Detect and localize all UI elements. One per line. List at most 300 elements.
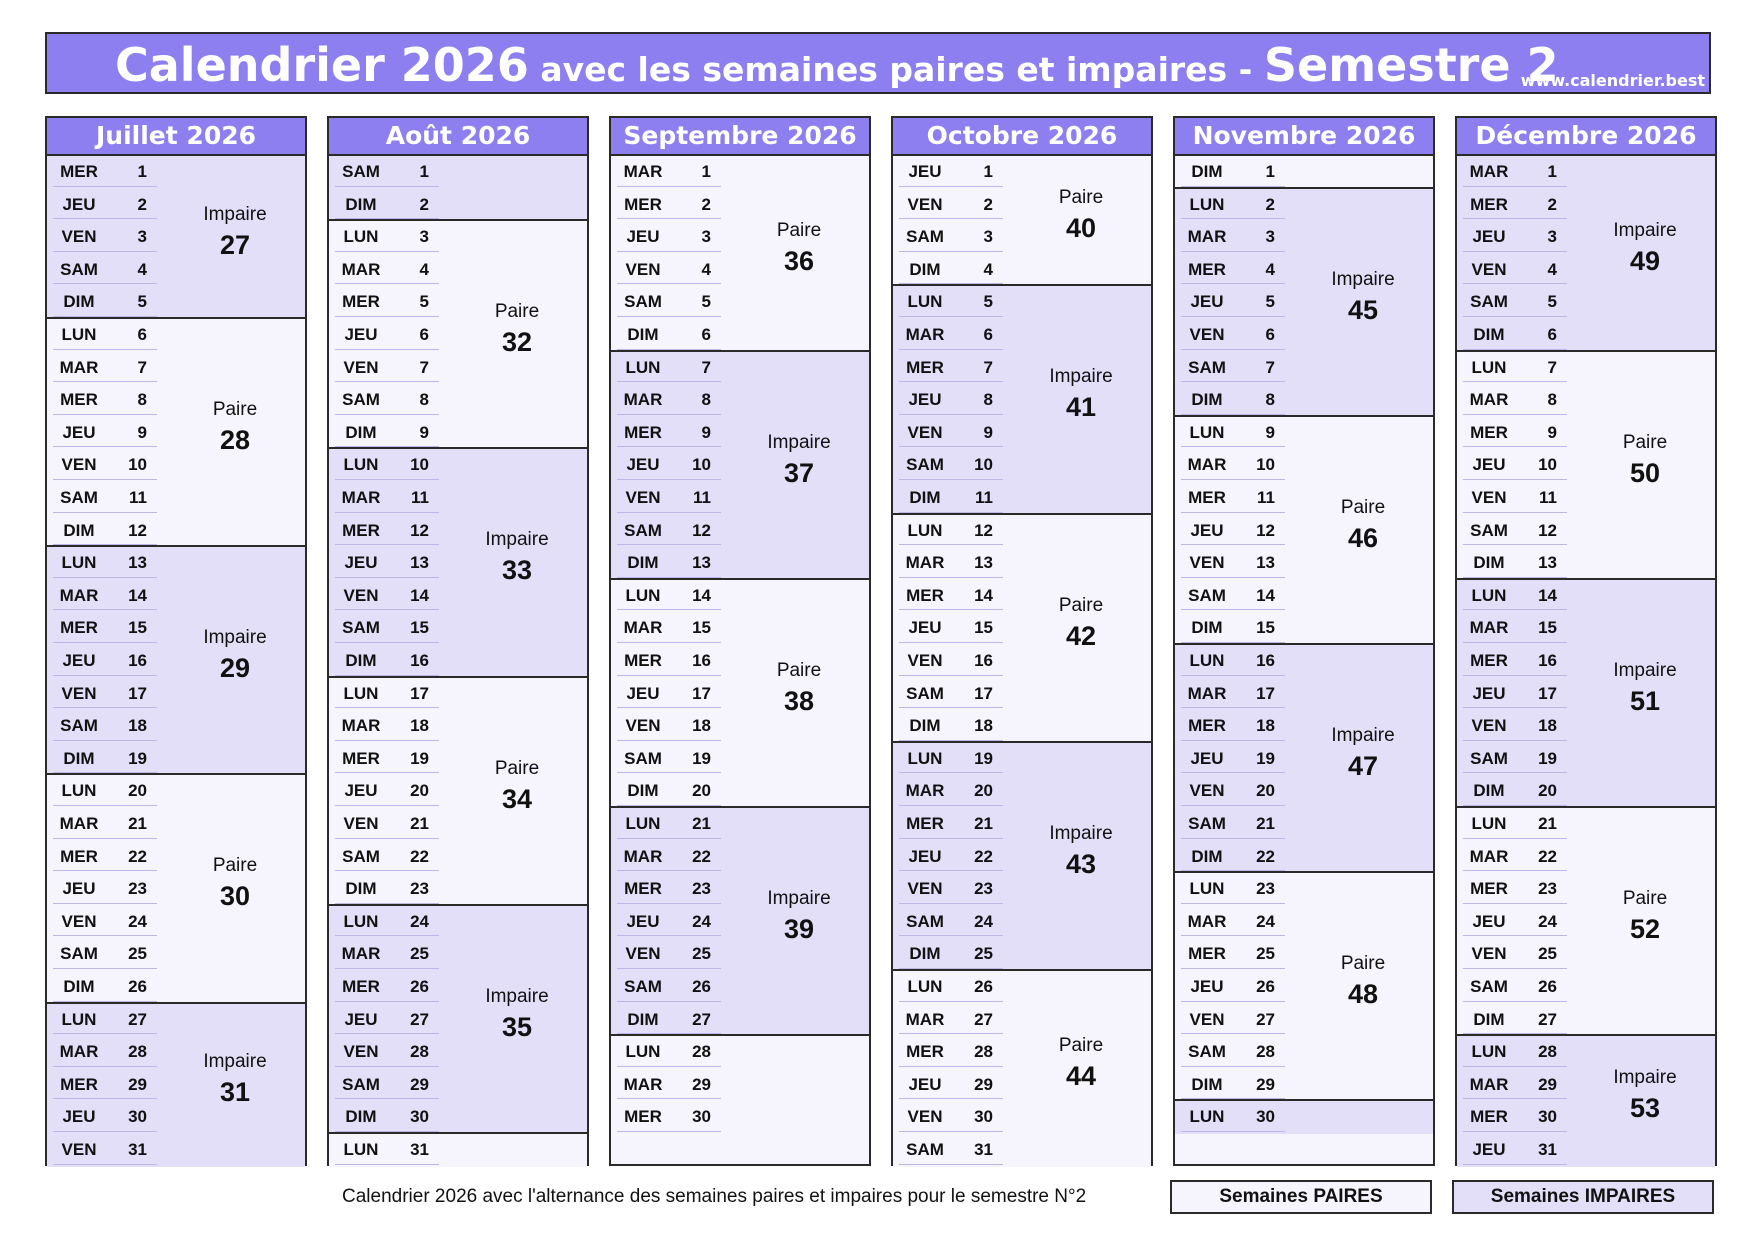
row-divider (899, 903, 1003, 904)
day-name: MAR (1469, 1074, 1509, 1094)
day-number: 21 (1256, 813, 1275, 833)
day-row (1457, 808, 1715, 841)
day-name: VEN (1189, 553, 1225, 573)
day-row (1175, 449, 1433, 482)
day-name: VEN (625, 487, 661, 507)
day-name: SAM (906, 911, 944, 931)
day-row (893, 515, 1151, 548)
row-divider (899, 707, 1003, 708)
day-row (47, 1134, 305, 1167)
day-number: 6 (137, 325, 147, 344)
week-label (1011, 823, 1151, 880)
day-number: 12 (128, 520, 147, 540)
day-row (893, 482, 1151, 515)
day-number: 9 (137, 422, 147, 442)
day-name: LUN (1189, 422, 1225, 442)
day-number: 17 (128, 683, 147, 703)
day-name: MAR (905, 781, 945, 801)
row-divider (1463, 1033, 1567, 1034)
day-name: DIM (1473, 324, 1505, 344)
day-name: LUN (907, 520, 943, 540)
row-divider (335, 1066, 439, 1067)
week-block (893, 515, 1151, 743)
day-number: 2 (983, 194, 993, 214)
day-name: LUN (907, 976, 943, 996)
day-name: MER (1470, 1107, 1508, 1127)
day-number: 23 (128, 879, 147, 899)
row-divider (1181, 707, 1285, 708)
row-divider (1463, 1131, 1567, 1132)
day-row (1457, 743, 1715, 776)
row-divider (53, 381, 157, 382)
week-number: 50 (1629, 457, 1661, 488)
day-name: MER (906, 585, 944, 605)
row-divider (335, 1001, 439, 1002)
day-number: 22 (410, 846, 429, 866)
day-number: 23 (692, 879, 711, 899)
day-number: 21 (410, 813, 429, 833)
day-number: 8 (701, 390, 711, 410)
row-divider (1181, 381, 1285, 382)
row-divider (335, 870, 439, 871)
day-number: 23 (1256, 879, 1275, 899)
day-row (47, 938, 305, 971)
day-name: JEU (1472, 455, 1506, 475)
row-divider (617, 1131, 721, 1132)
day-name: SAM (1470, 292, 1508, 312)
row-divider (899, 805, 1003, 806)
day-name: MER (60, 846, 98, 866)
row-divider (335, 642, 439, 643)
week-label (1011, 1035, 1151, 1092)
day-number: 6 (1265, 324, 1275, 344)
row-divider (53, 479, 157, 480)
day-row (1175, 906, 1433, 939)
day-name: JEU (344, 324, 378, 344)
day-row (893, 1134, 1151, 1167)
day-row (611, 189, 869, 222)
day-row (329, 645, 587, 678)
week-label (1011, 187, 1151, 244)
week-label (1575, 660, 1715, 717)
day-name: MAR (623, 390, 663, 410)
row-divider (335, 740, 439, 741)
day-name: SAM (1470, 748, 1508, 768)
day-name: JEU (62, 1107, 96, 1127)
day-name: MAR (623, 1074, 663, 1094)
row-divider (899, 316, 1003, 317)
row-divider (335, 349, 439, 350)
day-number: 8 (419, 390, 429, 410)
week-block (611, 580, 869, 808)
day-name: MER (906, 1042, 944, 1062)
day-number: 14 (410, 585, 429, 605)
day-name: VEN (1471, 487, 1507, 507)
day-row (329, 612, 587, 645)
legend-odd-weeks: Semaines IMPAIRES (1452, 1180, 1714, 1214)
day-number: 29 (410, 1074, 429, 1094)
day-name: DIM (345, 879, 377, 899)
day-row (47, 319, 305, 352)
week-number: 40 (1065, 213, 1097, 244)
week-parity: Impaire (767, 888, 831, 910)
day-name: SAM (906, 455, 944, 475)
page-title (115, 38, 1559, 92)
day-number: 19 (1538, 748, 1557, 768)
day-number: 20 (410, 781, 429, 801)
day-name: LUN (61, 325, 97, 344)
week-label (165, 399, 305, 456)
day-row (611, 384, 869, 417)
row-divider (335, 675, 439, 676)
day-name: JEU (1190, 976, 1224, 996)
row-divider (617, 512, 721, 513)
day-number: 25 (1256, 944, 1275, 964)
day-number: 18 (128, 716, 147, 736)
day-row (1457, 1134, 1715, 1167)
day-number: 19 (974, 748, 993, 768)
day-number: 18 (1538, 716, 1557, 736)
day-number: 16 (1256, 650, 1275, 670)
day-name: MER (906, 357, 944, 377)
day-name: DIM (345, 650, 377, 670)
row-divider (53, 1066, 157, 1067)
day-number: 12 (410, 520, 429, 540)
week-block (1175, 156, 1433, 189)
day-number: 20 (128, 781, 147, 801)
row-divider (1463, 935, 1567, 936)
row-divider (899, 349, 1003, 350)
row-divider (53, 414, 157, 415)
week-parity: Impaire (203, 627, 267, 649)
day-row (611, 1004, 869, 1037)
row-divider (1463, 446, 1567, 447)
row-divider (53, 1001, 157, 1002)
title-part-1: Calendrier 2026 (115, 38, 529, 92)
day-name: MER (342, 748, 380, 768)
row-divider (617, 838, 721, 839)
day-name: DIM (345, 194, 377, 214)
day-row (329, 678, 587, 711)
row-divider (617, 772, 721, 773)
day-number: 26 (692, 976, 711, 996)
row-divider (335, 1164, 439, 1165)
day-number: 25 (1538, 944, 1557, 964)
day-name: JEU (62, 194, 96, 214)
row-divider (335, 903, 439, 904)
row-divider (617, 870, 721, 871)
day-row (1175, 645, 1433, 678)
day-number: 13 (410, 553, 429, 573)
day-name: VEN (61, 683, 97, 703)
row-divider (53, 316, 157, 317)
day-row (611, 971, 869, 1004)
day-row (893, 156, 1151, 189)
day-name: VEN (1189, 324, 1225, 344)
week-number: 35 (501, 1011, 533, 1042)
day-name: JEU (908, 1074, 942, 1094)
day-row (1175, 580, 1433, 613)
week-number: 53 (1629, 1093, 1661, 1124)
day-number: 21 (974, 813, 993, 833)
row-divider (617, 805, 721, 806)
row-divider (1181, 446, 1285, 447)
row-divider (1463, 740, 1567, 741)
day-name: VEN (61, 911, 97, 931)
day-row (1457, 319, 1715, 352)
week-label (1293, 497, 1433, 554)
day-number: 19 (128, 748, 147, 768)
day-number: 14 (1256, 585, 1275, 605)
day-number: 1 (983, 162, 993, 181)
day-name: MAR (1469, 618, 1509, 638)
row-divider (1463, 1098, 1567, 1099)
day-number: 12 (692, 520, 711, 540)
day-row (893, 775, 1151, 808)
day-row (893, 906, 1151, 939)
day-name: JEU (1472, 1139, 1506, 1159)
row-divider (899, 740, 1003, 741)
day-number: 2 (701, 194, 711, 214)
day-number: 16 (692, 650, 711, 670)
day-name: SAM (60, 259, 98, 279)
day-name: SAM (624, 292, 662, 312)
day-name: LUN (343, 227, 379, 247)
row-divider (1463, 838, 1567, 839)
week-label (165, 204, 305, 261)
day-name: SAM (342, 846, 380, 866)
day-number: 2 (137, 194, 147, 214)
day-name: DIM (345, 422, 377, 442)
row-divider (617, 446, 721, 447)
row-divider (899, 1066, 1003, 1067)
row-divider (899, 1033, 1003, 1034)
week-number: 44 (1065, 1060, 1097, 1091)
week-number: 46 (1347, 522, 1379, 553)
day-name: MAR (59, 585, 99, 605)
day-name: DIM (1191, 1074, 1223, 1094)
day-name: SAM (624, 748, 662, 768)
row-divider (899, 772, 1003, 773)
week-parity: Impaire (1613, 219, 1677, 241)
day-number: 9 (701, 422, 711, 442)
row-divider (53, 935, 157, 936)
day-row (611, 775, 869, 808)
week-block (893, 743, 1151, 971)
day-number: 7 (1547, 357, 1557, 377)
day-name: VEN (907, 1107, 943, 1127)
day-name: DIM (1191, 162, 1223, 181)
row-divider (1181, 1033, 1285, 1034)
row-divider (1463, 349, 1567, 350)
day-number: 9 (1265, 422, 1275, 442)
day-number: 15 (128, 618, 147, 638)
week-parity: Impaire (1613, 1067, 1677, 1089)
day-number: 11 (1539, 487, 1557, 507)
week-parity: Impaire (1331, 268, 1395, 290)
day-number: 27 (1256, 1009, 1275, 1029)
day-name: JEU (626, 455, 660, 475)
day-name: LUN (1471, 813, 1507, 833)
week-number: 33 (501, 555, 533, 586)
day-name: DIM (627, 781, 659, 801)
day-name: JEU (908, 390, 942, 410)
day-name: SAM (342, 162, 380, 181)
day-number: 27 (128, 1009, 147, 1029)
day-row (1175, 156, 1433, 189)
day-name: DIM (63, 976, 95, 996)
day-name: LUN (907, 748, 943, 768)
title-part-3: Semestre 2 (1263, 38, 1559, 92)
day-row (1457, 1004, 1715, 1037)
day-number: 3 (701, 227, 711, 247)
week-parity: Paire (776, 659, 822, 681)
day-number: 1 (701, 162, 711, 181)
row-divider (1463, 1001, 1567, 1002)
day-number: 31 (1538, 1139, 1557, 1159)
row-divider (53, 1098, 157, 1099)
day-name: DIM (63, 748, 95, 768)
day-number: 7 (137, 357, 147, 377)
day-number: 6 (1547, 324, 1557, 344)
row-divider (617, 218, 721, 219)
row-divider (1181, 935, 1285, 936)
month-header: Décembre 2026 (1457, 118, 1715, 156)
day-name: DIM (627, 553, 659, 573)
day-row (1457, 189, 1715, 222)
row-divider (53, 283, 157, 284)
row-divider (335, 577, 439, 578)
day-number: 5 (701, 292, 711, 312)
day-number: 8 (983, 390, 993, 410)
row-divider (899, 1131, 1003, 1132)
row-divider (899, 1001, 1003, 1002)
day-row (893, 449, 1151, 482)
day-name: LUN (1471, 1042, 1507, 1062)
day-name: MAR (341, 487, 381, 507)
row-divider (617, 283, 721, 284)
day-number: 25 (974, 944, 993, 964)
day-name: VEN (343, 357, 379, 377)
row-divider (1463, 414, 1567, 415)
day-number: 2 (1265, 194, 1275, 214)
day-number: 27 (1538, 1009, 1557, 1029)
day-row (893, 678, 1151, 711)
day-name: MAR (905, 324, 945, 344)
day-name: VEN (343, 813, 379, 833)
day-row (1457, 286, 1715, 319)
row-divider (617, 186, 721, 187)
day-name: MER (1470, 650, 1508, 670)
week-block (1457, 580, 1715, 808)
day-number: 21 (1538, 813, 1557, 833)
day-number: 22 (1256, 846, 1275, 866)
day-name: DIM (1473, 781, 1505, 801)
row-divider (1463, 577, 1567, 578)
week-number: 47 (1347, 751, 1379, 782)
day-row (329, 710, 587, 743)
week-number: 30 (219, 881, 251, 912)
day-row (1175, 873, 1433, 906)
footer-caption: Calendrier 2026 avec l'alternance des semaines paires et impaires pour le semestre N°2 (342, 1186, 1087, 1207)
week-block (1175, 873, 1433, 1101)
row-divider (1181, 251, 1285, 252)
day-row (611, 1036, 869, 1069)
day-row (1175, 1101, 1433, 1134)
day-number: 20 (1538, 781, 1557, 801)
day-row (1457, 1036, 1715, 1069)
day-number: 14 (692, 585, 711, 605)
month-column (891, 116, 1153, 1166)
row-divider (899, 186, 1003, 187)
day-number: 13 (692, 553, 711, 573)
day-name: DIM (1191, 846, 1223, 866)
day-row (893, 971, 1151, 1004)
day-number: 10 (410, 455, 429, 475)
day-number: 19 (692, 748, 711, 768)
day-name: SAM (624, 520, 662, 540)
day-number: 24 (410, 911, 429, 931)
day-number: 18 (974, 716, 993, 736)
day-name: DIM (627, 1009, 659, 1029)
day-name: DIM (1473, 553, 1505, 573)
day-number: 2 (1547, 194, 1557, 214)
day-name: LUN (1189, 650, 1225, 670)
day-name: MAR (341, 259, 381, 279)
day-number: 10 (1256, 455, 1275, 475)
day-number: 29 (1538, 1074, 1557, 1094)
row-divider (1463, 251, 1567, 252)
row-divider (1181, 349, 1285, 350)
day-number: 5 (1265, 292, 1275, 312)
row-divider (1463, 870, 1567, 871)
row-divider (53, 772, 157, 773)
day-name: MAR (1469, 846, 1509, 866)
day-row (329, 873, 587, 906)
week-block (611, 156, 869, 352)
day-name: DIM (63, 520, 95, 540)
day-number: 10 (692, 455, 711, 475)
day-row (1457, 547, 1715, 580)
day-row (611, 808, 869, 841)
row-divider (899, 838, 1003, 839)
row-divider (617, 479, 721, 480)
row-divider (1181, 1001, 1285, 1002)
week-label (729, 888, 869, 945)
row-divider (1463, 381, 1567, 382)
day-number: 24 (1538, 911, 1557, 931)
day-number: 26 (128, 976, 147, 996)
row-divider (1181, 1098, 1285, 1099)
day-number: 25 (410, 944, 429, 964)
day-number: 9 (983, 422, 993, 442)
day-number: 8 (137, 390, 147, 410)
day-name: VEN (1471, 944, 1507, 964)
day-number: 9 (1547, 422, 1557, 442)
week-block (611, 808, 869, 1036)
day-name: MER (1470, 194, 1508, 214)
row-divider (53, 349, 157, 350)
day-name: MER (342, 520, 380, 540)
month-column (45, 116, 307, 1166)
day-number: 4 (137, 259, 147, 279)
week-label (447, 986, 587, 1043)
day-name: MAR (59, 357, 99, 377)
day-number: 3 (983, 227, 993, 247)
row-divider (335, 772, 439, 773)
day-name: SAM (1188, 357, 1226, 377)
row-divider (899, 381, 1003, 382)
